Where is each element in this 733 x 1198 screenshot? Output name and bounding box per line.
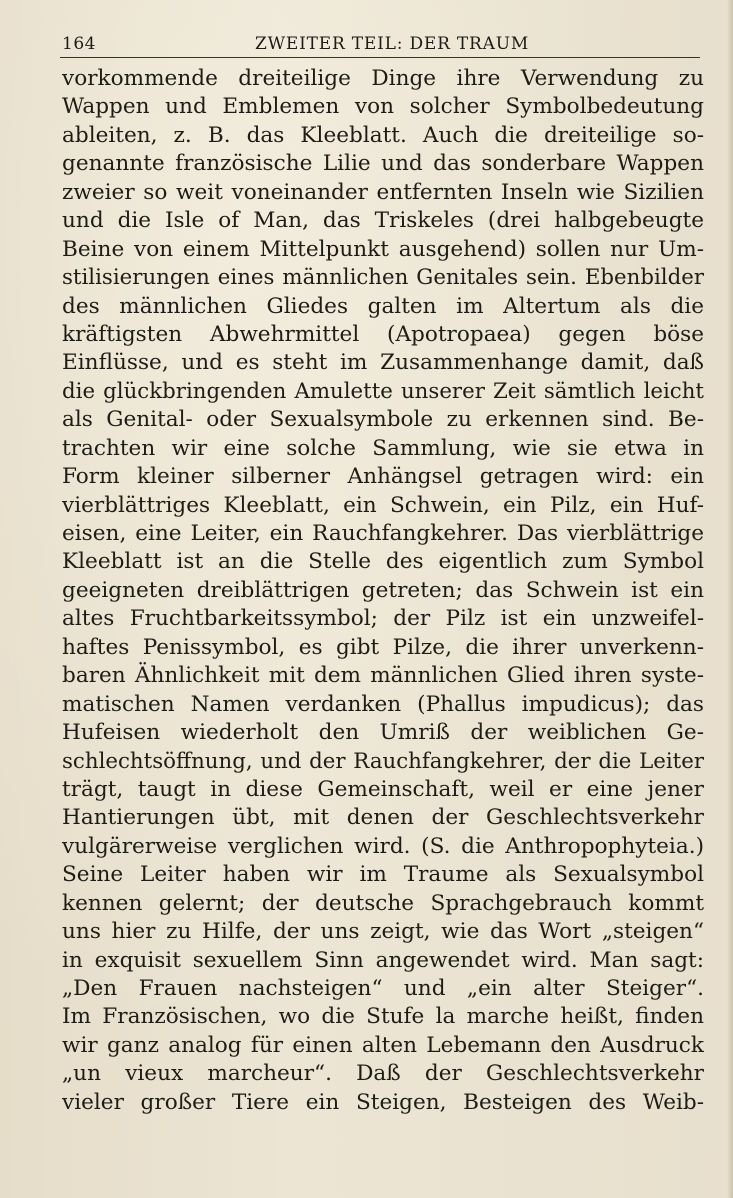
text-line: Beine von einem Mittelpunkt ausgehend) sollen nur Um- bbox=[62, 236, 704, 262]
text-line: vierblättriges Kleeblatt, ein Schwein, ein Pilz, ein Huf- bbox=[62, 492, 704, 518]
text-line: Einflüsse, und es steht im Zusammenhange damit, daß bbox=[62, 350, 704, 376]
text-line: Im Französischen, wo die Stufe la marche heißt, finden bbox=[62, 1004, 704, 1030]
text-line: in exquisit sexuellem Sinn angewendet wird. Man sagt: bbox=[62, 947, 704, 973]
page-edge-shadow bbox=[727, 0, 733, 1198]
text-line: eisen, eine Leiter, ein Rauchfangkehrer. Das vierblättrige bbox=[62, 521, 704, 546]
text-line: vieler großer Tiere ein Steigen, Besteigen des Weib- bbox=[62, 1089, 704, 1115]
text-line: baren Ähnlichkeit mit dem männlichen Glied ihren syste- bbox=[62, 663, 704, 689]
text-line: matischen Namen verdanken (Phallus impudicus); das bbox=[62, 691, 704, 717]
text-line: kräftigsten Abwehrmittel (Apotropaea) gegen böse bbox=[62, 321, 704, 347]
text-line: als Genital- oder Sexualsymbole zu erkennen sind. Be- bbox=[62, 407, 704, 433]
text-line: zweier so weit voneinander entfernten Inseln wie Sizilien bbox=[62, 179, 704, 205]
text-line: schlechtsöffnung, und der Rauchfangkehrer, der die Leiter bbox=[62, 748, 704, 774]
text-line: geeigneten dreiblättrigen getreten; das Schwein ist ein bbox=[62, 577, 704, 603]
text-line: stilisierungen eines männlichen Genitales sein. Ebenbilder bbox=[62, 265, 704, 291]
text-line: altes Fruchtbarkeitssymbol; der Pilz ist ein unzweifel- bbox=[62, 606, 704, 632]
text-line: die glückbringenden Amulette unserer Zeit sämtlich leicht bbox=[62, 378, 704, 404]
text-line: uns hier zu Hilfe, der uns zeigt, wie das Wort „steigen“ bbox=[62, 919, 704, 945]
text-line: Seine Leiter haben wir im Traume als Sexualsymbol bbox=[62, 862, 704, 888]
text-line: genannte französische Lilie und das sonderbare Wappen bbox=[62, 151, 704, 177]
text-line: Form kleiner silberner Anhängsel getragen wird: ein bbox=[62, 464, 704, 490]
text-line: vulgärerweise verglichen wird. (S. die Anthropophyteia.) bbox=[62, 833, 704, 859]
text-line: haftes Penissymbol, es gibt Pilze, die ihrer unverkenn- bbox=[62, 634, 704, 660]
page-number: 164 bbox=[62, 34, 96, 54]
header-rule bbox=[60, 57, 700, 58]
text-line: trachten wir eine solche Sammlung, wie sie etwa in bbox=[62, 435, 704, 461]
text-line: Wappen und Emblemen von solcher Symbolbedeutung bbox=[62, 94, 704, 120]
text-line: wir ganz analog für einen alten Lebemann den Ausdruck bbox=[62, 1032, 704, 1058]
text-line: des männlichen Gliedes galten im Altertum als die bbox=[62, 293, 704, 319]
page-header bbox=[62, 34, 702, 56]
text-line: vorkommende dreiteilige Dinge ihre Verwendung zu bbox=[62, 66, 704, 91]
body-text bbox=[62, 65, 704, 1117]
text-line: Hantierungen übt, mit denen der Geschlechtsverkehr bbox=[62, 805, 704, 831]
text-line: und die Isle of Man, das Triskeles (drei halbgebeugte bbox=[62, 208, 704, 234]
text-line: Kleeblatt ist an die Stelle des eigentlich zum Symbol bbox=[62, 549, 704, 575]
text-line: „Den Frauen nachsteigen“ und „ein alter Steiger“. bbox=[62, 976, 704, 1001]
text-line: „un vieux marcheur“. Daß der Geschlechtsverkehr bbox=[62, 1061, 704, 1087]
running-head: ZWEITER TEIL: DER TRAUM bbox=[255, 34, 530, 54]
text-line: Hufeisen wiederholt den Umriß der weiblichen Ge- bbox=[62, 720, 704, 746]
text-line: kennen gelernt; der deutsche Sprachgebrauch kommt bbox=[62, 890, 704, 916]
text-line: trägt, taugt in diese Gemeinschaft, weil er eine jener bbox=[62, 776, 704, 802]
text-line: ableiten, z. B. das Kleeblatt. Auch die dreiteilige so- bbox=[62, 122, 704, 148]
